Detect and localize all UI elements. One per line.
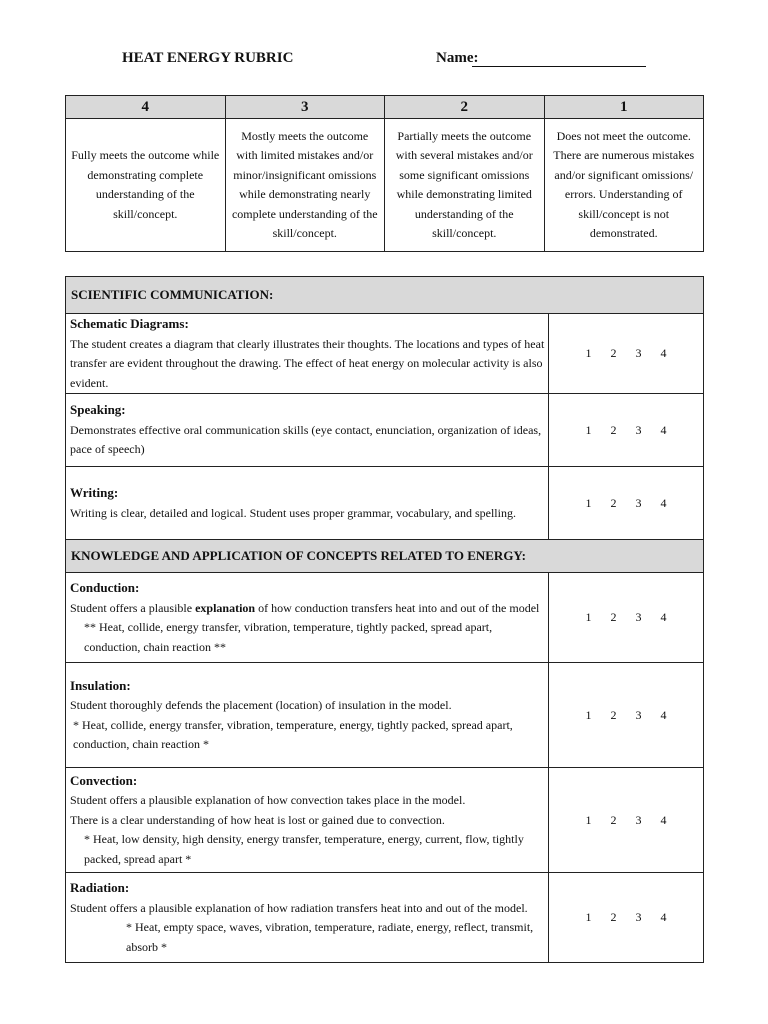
page-header	[0, 50, 768, 74]
section-header-row	[66, 540, 704, 573]
score-option-4[interactable]: 4	[660, 910, 667, 924]
criterion-row	[66, 394, 704, 467]
criterion-text	[70, 601, 539, 615]
criterion-row	[66, 467, 704, 540]
score-option-2[interactable]: 2	[610, 610, 617, 624]
criterion-row	[66, 314, 704, 394]
scale-description-1: Does not meet the outcome. There are numerous mistakes and/or significant omissions/ errors. Understanding of skill/concept is not demonstrated.	[544, 119, 704, 252]
score-option-1[interactable]: 1	[585, 610, 592, 624]
score-option-4[interactable]: 4	[660, 422, 667, 437]
score-option-2[interactable]: 2	[610, 422, 617, 437]
criterion-description	[66, 467, 549, 540]
score-option-1[interactable]: 1	[585, 910, 592, 924]
name-blank-line[interactable]	[472, 66, 646, 67]
score-option-1[interactable]: 1	[585, 346, 592, 360]
section-title: KNOWLEDGE AND APPLICATION OF CONCEPTS RELATED TO ENERGY:	[66, 540, 704, 573]
criterion-keywords: * Heat, low density, high density, energy transfer, temperature, energy, current, flow, tightly packed, spread apart *	[84, 832, 524, 866]
criterion-text: Student offers a plausible explanation of how convection takes place in the model.	[70, 793, 466, 808]
scale-level-2: 2	[385, 96, 545, 119]
criteria-table	[65, 276, 704, 963]
criterion-row	[66, 663, 704, 768]
score-option-3[interactable]: 3	[635, 610, 642, 624]
criterion-text: Demonstrates effective oral communication skills (eye contact, enunciation, organization of ideas, pace of speech)	[70, 422, 542, 457]
score-options	[549, 663, 704, 768]
scale-level-1: 1	[544, 96, 704, 119]
score-option-3[interactable]: 3	[635, 910, 642, 924]
score-option-4[interactable]: 4	[660, 346, 667, 360]
criterion-label: Schematic Diagrams:	[70, 316, 189, 331]
score-options	[549, 394, 704, 467]
score-option-4[interactable]: 4	[660, 495, 667, 510]
criterion-row	[66, 873, 704, 963]
criterion-row	[66, 573, 704, 663]
score-options	[549, 573, 704, 663]
criterion-text-emphasis: explanation	[195, 600, 256, 615]
score-options	[549, 467, 704, 540]
criterion-text: Writing is clear, detailed and logical. Student uses proper grammar, vocabulary, and spelling.	[70, 505, 516, 520]
scale-description-row	[66, 119, 704, 252]
scale-description-4: Fully meets the outcome while demonstrating complete understanding of the skill/concept.	[66, 119, 226, 252]
criterion-description	[66, 314, 549, 394]
scale-level-4: 4	[66, 96, 226, 119]
criterion-label: Speaking:	[70, 402, 126, 418]
criterion-keywords: * Heat, empty space, waves, vibration, temperature, radiate, energy, reflect, transmit, absorb *	[126, 920, 534, 954]
scoring-scale-table	[65, 95, 704, 252]
score-option-2[interactable]: 2	[610, 812, 617, 827]
score-option-3[interactable]: 3	[635, 495, 642, 510]
score-option-1[interactable]: 1	[585, 812, 592, 827]
criterion-description	[66, 873, 549, 963]
score-options	[549, 314, 704, 394]
scale-description-2: Partially meets the outcome with several mistakes and/or some significant omissions while demonstrating limited understanding of the skill/concept.	[385, 119, 545, 252]
score-option-2[interactable]: 2	[610, 707, 617, 722]
rubric-title: HEAT ENERGY RUBRIC	[122, 50, 294, 66]
scale-description-3: Mostly meets the outcome with limited mistakes and/or minor/insignificant omissions while demonstrating nearly complete understanding of the skill/concept.	[225, 119, 385, 252]
criterion-description	[66, 394, 549, 467]
score-option-4[interactable]: 4	[660, 812, 667, 827]
score-option-2[interactable]: 2	[610, 346, 617, 360]
score-option-1[interactable]: 1	[585, 495, 592, 510]
name-label: Name:	[436, 50, 479, 66]
criterion-description	[66, 663, 549, 768]
criterion-text-before: Student offers a plausible	[70, 600, 196, 615]
score-option-3[interactable]: 3	[635, 422, 642, 437]
criterion-description	[66, 768, 549, 873]
section-header-row	[66, 277, 704, 314]
criterion-label: Convection:	[70, 772, 138, 788]
criterion-text: Student thoroughly defends the placement (location) of insulation in the model.	[70, 698, 452, 712]
criterion-label: Writing:	[70, 485, 119, 500]
criterion-description	[66, 573, 549, 663]
score-option-3[interactable]: 3	[635, 346, 642, 360]
criterion-label: Insulation:	[70, 677, 131, 693]
criterion-label: Radiation:	[70, 880, 130, 895]
score-option-1[interactable]: 1	[585, 422, 592, 437]
section-title: SCIENTIFIC COMMUNICATION:	[66, 277, 704, 314]
criterion-label: Conduction:	[70, 580, 140, 595]
score-option-4[interactable]: 4	[660, 707, 667, 722]
scale-level-3: 3	[225, 96, 385, 119]
scale-header-row	[66, 96, 704, 119]
score-option-3[interactable]: 3	[635, 707, 642, 722]
score-option-4[interactable]: 4	[660, 610, 667, 624]
criterion-keywords: * Heat, collide, energy transfer, vibration, temperature, energy, tightly packed, spread apart, conduction, chain reaction *	[73, 717, 513, 751]
criterion-text-secondary: There is a clear understanding of how heat is lost or gained due to convection.	[70, 812, 445, 827]
criterion-keywords: ** Heat, collide, energy transfer, vibration, temperature, tightly packed, spread apart, conduction, chain reaction **	[84, 620, 493, 654]
score-option-3[interactable]: 3	[635, 812, 642, 827]
score-option-2[interactable]: 2	[610, 910, 617, 924]
criterion-text-after: of how conduction transfers heat into and out of the model	[255, 600, 540, 615]
score-options	[549, 873, 704, 963]
criterion-text: The student creates a diagram that clearly illustrates their thoughts. The locations and types of heat transfer are evident throughout the drawing. The effect of heat energy on molecular activity is also evident.	[70, 336, 545, 390]
criterion-row	[66, 768, 704, 873]
score-options	[549, 768, 704, 873]
criterion-text: Student offers a plausible explanation of how radiation transfers heat into and out of the model.	[70, 900, 528, 915]
score-option-2[interactable]: 2	[610, 495, 617, 510]
score-option-1[interactable]: 1	[585, 707, 592, 722]
